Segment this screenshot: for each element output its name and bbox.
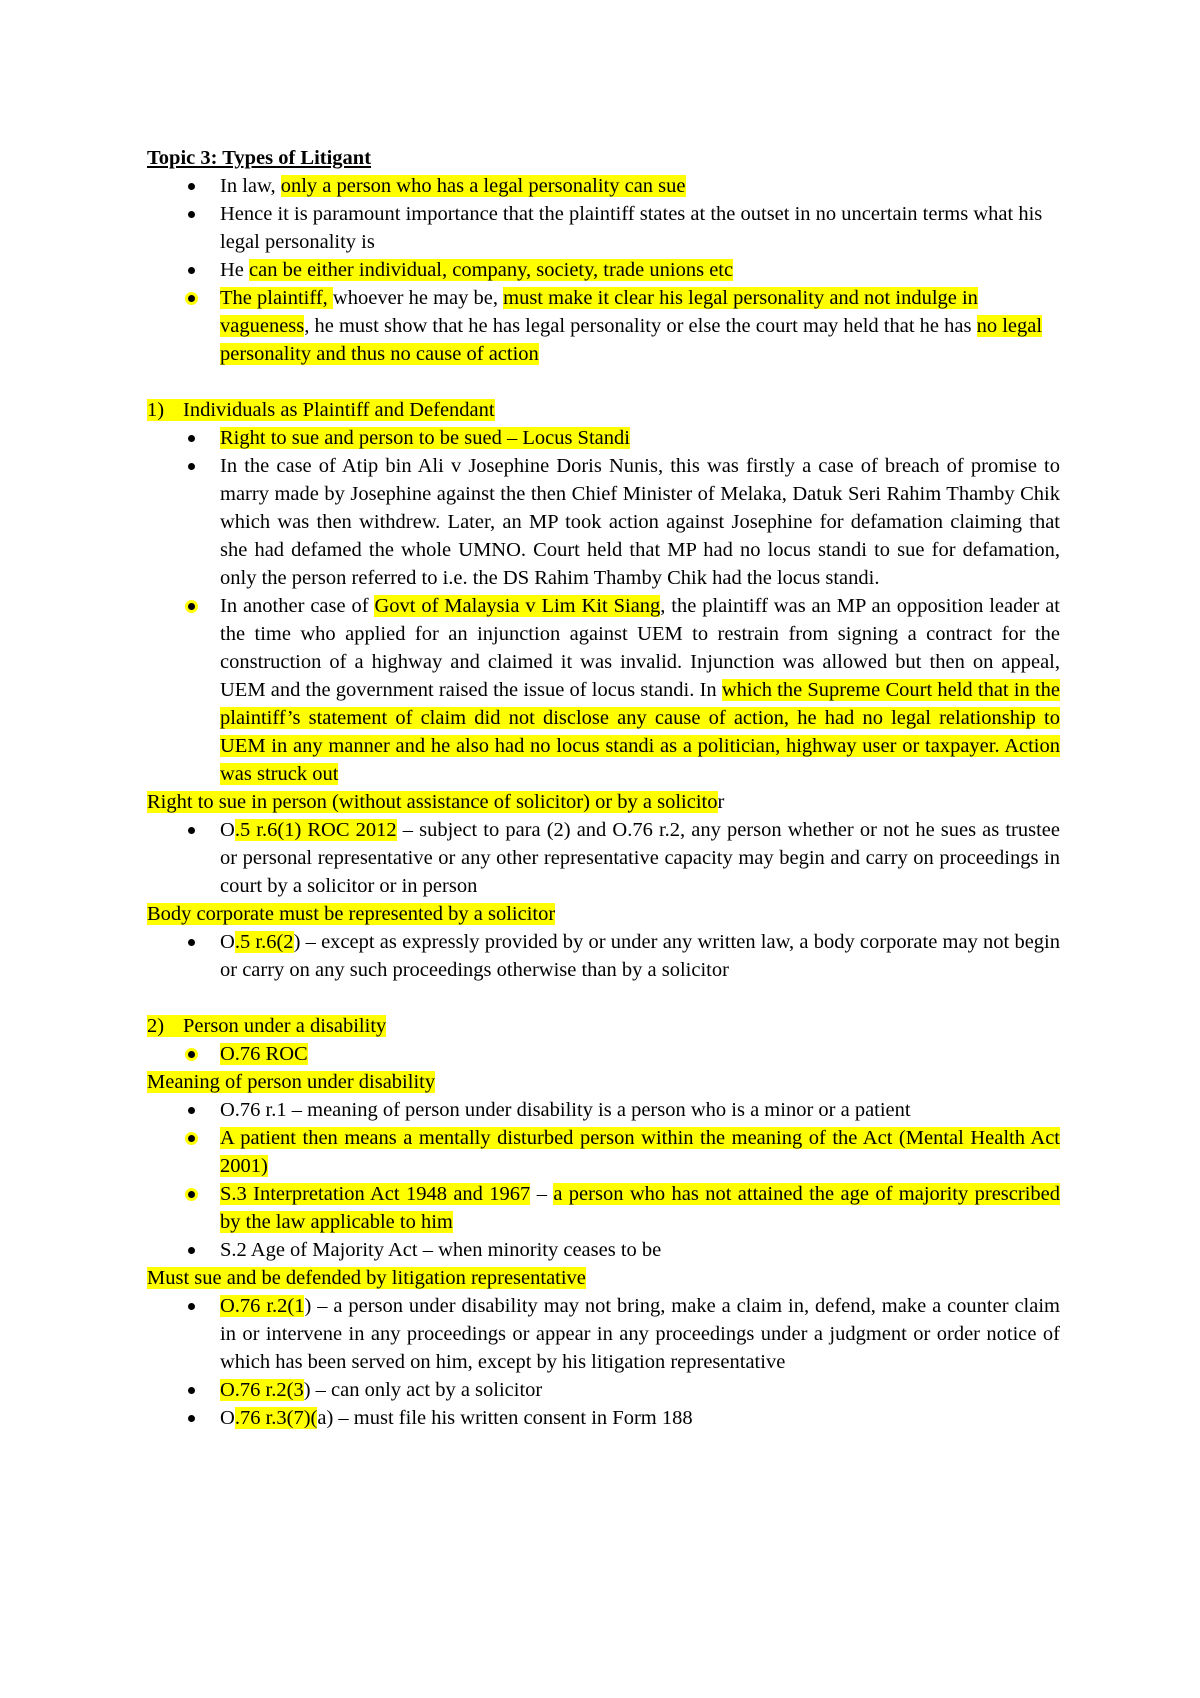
page-title: Topic 3: Types of Litigant bbox=[147, 147, 372, 169]
list bbox=[147, 1292, 1060, 1432]
list-item: O.76 r.1 – meaning of person under disability is a person who is a minor or a patient bbox=[147, 1096, 1060, 1124]
list-item: O.5 r.6(1) ROC 2012 – subject to para (2) and O.76 r.2, any person whether or not he sues as trustee or personal representative or any other representative capacity may begin and carry on proceedings in court by a solicitor or in person bbox=[147, 816, 1060, 900]
list-item: S.3 Interpretation Act 1948 and 1967 – a person who has not attained the age of majority prescribed by the law applicable to him bbox=[147, 1180, 1060, 1236]
list-item: O.76 r.2(3) – can only act by a solicitor bbox=[147, 1376, 1060, 1404]
section-1-list bbox=[147, 424, 1060, 788]
subheading-litigation-rep: Must sue and be defended by litigation representative bbox=[147, 1267, 586, 1289]
subheading-right-to-sue: Right to sue in person (without assistance of solicitor) or by a solicitor bbox=[147, 791, 725, 813]
list-item: In law, only a person who has a legal personality can sue bbox=[147, 172, 1060, 200]
list bbox=[147, 1096, 1060, 1264]
subheading-meaning: Meaning of person under disability bbox=[147, 1071, 436, 1093]
section-2-list bbox=[147, 1040, 1060, 1068]
list-item: O.76 ROC bbox=[147, 1040, 1060, 1068]
list-item: O.76 r.3(7)(a) – must file his written consent in Form 188 bbox=[147, 1404, 1060, 1432]
list-item: In the case of Atip bin Ali v Josephine Doris Nunis, this was firstly a case of breach of promise to marry made by Josephine against the then Chief Minister of Melaka, Datuk Seri Rahim Thamby Chik which was then withdrew. Later, an MP took action against Josephine for defamation claiming that she had defamed the whole UMNO. Court held that MP had no locus standi to sue for defamation, only the person referred to i.e. the DS Rahim Thamby Chik had the locus standi. bbox=[147, 452, 1060, 592]
list-item: A patient then means a mentally disturbed person within the meaning of the Act (Mental Health Act 2001) bbox=[147, 1124, 1060, 1180]
intro-list bbox=[147, 172, 1060, 368]
list-item: In another case of Govt of Malaysia v Lim Kit Siang, the plaintiff was an MP an opposition leader at the time who applied for an injunction against UEM to restrain from signing a contract for the construction of a highway and claimed it was invalid. Injunction was allowed but then on appeal, UEM and the government raised the issue of locus standi. In which the Supreme Court held that in the plaintiff’s statement of claim did not disclose any cause of action, he had no legal relationship to UEM in any manner and he also had no locus standi as a politician, highway user or taxpayer. Action was struck out bbox=[147, 592, 1060, 788]
list bbox=[147, 816, 1060, 900]
list-item: Hence it is paramount importance that the plaintiff states at the outset in no uncertain terms what his legal personality is bbox=[147, 200, 1060, 256]
list-item: Right to sue and person to be sued – Locus Standi bbox=[147, 424, 1060, 452]
section-1-heading: 1) Individuals as Plaintiff and Defendant bbox=[147, 399, 495, 421]
list-item: The plaintiff, whoever he may be, must make it clear his legal personality and not indulge in vagueness, he must show that he has legal personality or else the court may held that he has no legal personality and thus no cause of action bbox=[147, 284, 1060, 368]
subheading-body-corporate: Body corporate must be represented by a solicitor bbox=[147, 903, 556, 925]
list-item: O.76 r.2(1) – a person under disability may not bring, make a claim in, defend, make a counter claim in or intervene in any proceedings or appear in any proceedings under a judgment or order notice of which has been served on him, except by his litigation representative bbox=[147, 1292, 1060, 1376]
list bbox=[147, 928, 1060, 984]
list-item: O.5 r.6(2) – except as expressly provided by or under any written law, a body corporate may not begin or carry on any such proceedings otherwise than by a solicitor bbox=[147, 928, 1060, 984]
list-item: S.2 Age of Majority Act – when minority ceases to be bbox=[147, 1236, 1060, 1264]
list-item: He can be either individual, company, society, trade unions etc bbox=[147, 256, 1060, 284]
section-2-heading: 2) Person under a disability bbox=[147, 1015, 387, 1037]
